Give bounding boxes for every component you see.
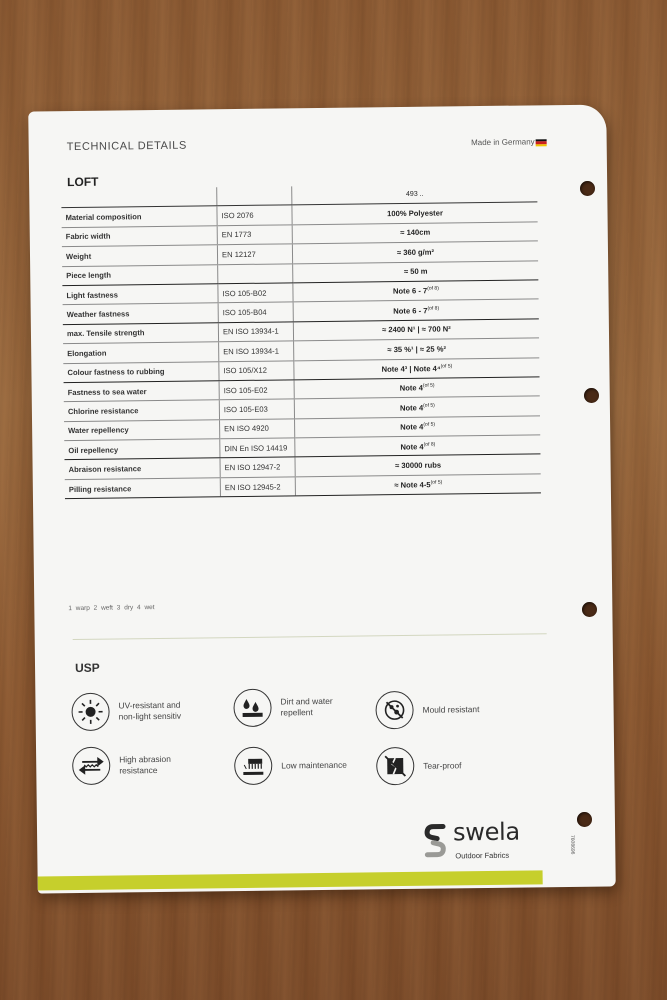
spec-value-text: ≈ 140cm <box>400 228 431 238</box>
spec-standard: EN ISO 12945-2 <box>220 477 295 497</box>
brush-icon <box>234 747 272 785</box>
spec-parameter: Weight <box>62 245 218 266</box>
spec-parameter: Water repellency <box>64 419 220 440</box>
swela-logo-icon <box>423 822 447 863</box>
usp-label: High abrasion resistance <box>119 753 171 776</box>
spec-value-scale: (of 5) <box>422 382 435 390</box>
spec-value-text: ≈ 30000 rubs <box>395 460 442 471</box>
usp-item <box>234 746 347 785</box>
binder-hole <box>580 181 595 196</box>
spec-value-text: 100% Polyester <box>387 208 443 219</box>
usp-label: UV-resistant and non-light sensitiv <box>118 699 182 722</box>
binder-hole <box>584 388 599 403</box>
spec-standard: ISO 105-E03 <box>219 399 294 419</box>
accent-band <box>38 870 543 890</box>
spec-value-text: ≈ 50 m <box>403 266 428 277</box>
usp-item <box>72 746 171 785</box>
spec-parameter: Light fastness <box>62 284 218 305</box>
spec-standard: EN 12127 <box>217 244 292 264</box>
spec-standard: ISO 105/X12 <box>219 360 294 380</box>
spec-parameter: Fabric width <box>62 226 218 247</box>
spec-value-text: Note 4 <box>399 403 424 413</box>
section-title: TECHNICAL DETAILS <box>66 139 187 154</box>
spec-value-scale: (of 5) <box>440 363 453 370</box>
mould-icon <box>375 691 413 729</box>
tear-proof-icon <box>376 747 414 785</box>
spec-sheet <box>28 104 616 893</box>
spec-value <box>295 474 541 496</box>
abrasion-arrows-icon <box>72 747 110 785</box>
product-name: LOFT <box>67 174 99 190</box>
usp-label: Low maintenance <box>281 759 347 771</box>
spec-standard: ISO 2076 <box>217 205 292 225</box>
spec-standard: EN ISO 13934-1 <box>219 341 294 361</box>
usp-label: Tear-proof <box>423 759 462 771</box>
spec-standard: ISO 105-B02 <box>218 283 293 303</box>
usp-item <box>376 746 462 785</box>
binder-hole <box>577 812 592 827</box>
spec-parameter: Pilling resistance <box>65 478 221 499</box>
spec-parameter: Elongation <box>63 342 219 363</box>
usp-label: Dirt and water repellent <box>280 695 333 718</box>
spec-standard: ISO 105-E02 <box>219 380 294 400</box>
footnote: 1 warp 2 weft 3 dry 4 wet <box>68 604 155 613</box>
spec-standard: EN 1773 <box>217 225 292 245</box>
spec-value-scale: (of 5) <box>423 421 436 428</box>
brand-name: swela <box>452 817 521 847</box>
spec-header-parameter <box>61 187 217 208</box>
brand-tagline: Outdoor Fabrics <box>455 850 510 861</box>
spec-standard: EN ISO 4920 <box>220 419 295 439</box>
usp-item <box>375 690 479 729</box>
spec-parameter: max. Tensile strength <box>63 322 219 343</box>
spec-standard: EN ISO 12947-2 <box>220 457 295 477</box>
water-drops-icon <box>233 689 271 727</box>
spec-parameter: Material composition <box>61 206 217 227</box>
spec-value-scale: (of 5) <box>430 479 443 486</box>
spec-parameter: Oil repellency <box>64 439 220 460</box>
spec-value-text: ≈ 360 g/m² <box>396 247 435 257</box>
spec-value-text: Note 6 - 7 <box>392 286 428 297</box>
spec-value-text: Note 4³ | Note 4⁴ <box>381 364 441 374</box>
spec-standard: DIN En ISO 14419 <box>220 438 295 458</box>
spec-value-text: ≈ 35 %¹ | ≈ 25 %² <box>387 344 447 355</box>
spec-value-text: Note 4 <box>399 383 423 393</box>
spec-parameter: Colour fastness to rubbing <box>63 361 219 382</box>
spec-value-text: Note 4 <box>400 441 424 452</box>
spec-standard <box>218 263 293 283</box>
spec-parameter: Chlorine resistance <box>64 400 220 421</box>
spec-value-scale: (of 5) <box>423 402 435 409</box>
spec-value-scale: (of 8) <box>423 441 436 448</box>
spec-value-scale: (of 8) <box>427 305 440 312</box>
usp-item <box>71 692 181 731</box>
spec-table <box>61 183 541 499</box>
usp-title: USP <box>74 660 100 676</box>
spec-parameter: Fastness to sea water <box>64 381 220 402</box>
spec-value-text: ≈ Note 4-5 <box>394 480 431 490</box>
germany-flag-icon <box>536 139 547 146</box>
binder-hole <box>582 602 597 617</box>
made-in-label: Made in Germany <box>471 137 535 148</box>
spec-value-scale: (of 8) <box>427 285 439 293</box>
spec-value-text: ≈ 2400 N¹ | ≈ 700 N² <box>382 324 451 335</box>
spec-parameter: Piece length <box>62 264 218 285</box>
spec-value-text: Note 6 - 7 <box>393 305 428 316</box>
spec-parameter: Abraison resistance <box>65 458 221 479</box>
spec-header-article: 493 .. <box>292 183 538 205</box>
sun-icon <box>71 693 109 731</box>
usp-item <box>233 688 333 727</box>
spec-value-text: Note 4 <box>400 422 424 432</box>
divider <box>73 633 547 640</box>
spec-header-standard <box>217 186 292 206</box>
usp-label: Mould resistant <box>422 703 480 715</box>
spec-standard: EN ISO 13934-1 <box>218 322 293 342</box>
document-code: 7608696 <box>569 834 576 855</box>
spec-standard: ISO 105-B04 <box>218 302 293 322</box>
spec-parameter: Weather fastness <box>63 303 219 324</box>
